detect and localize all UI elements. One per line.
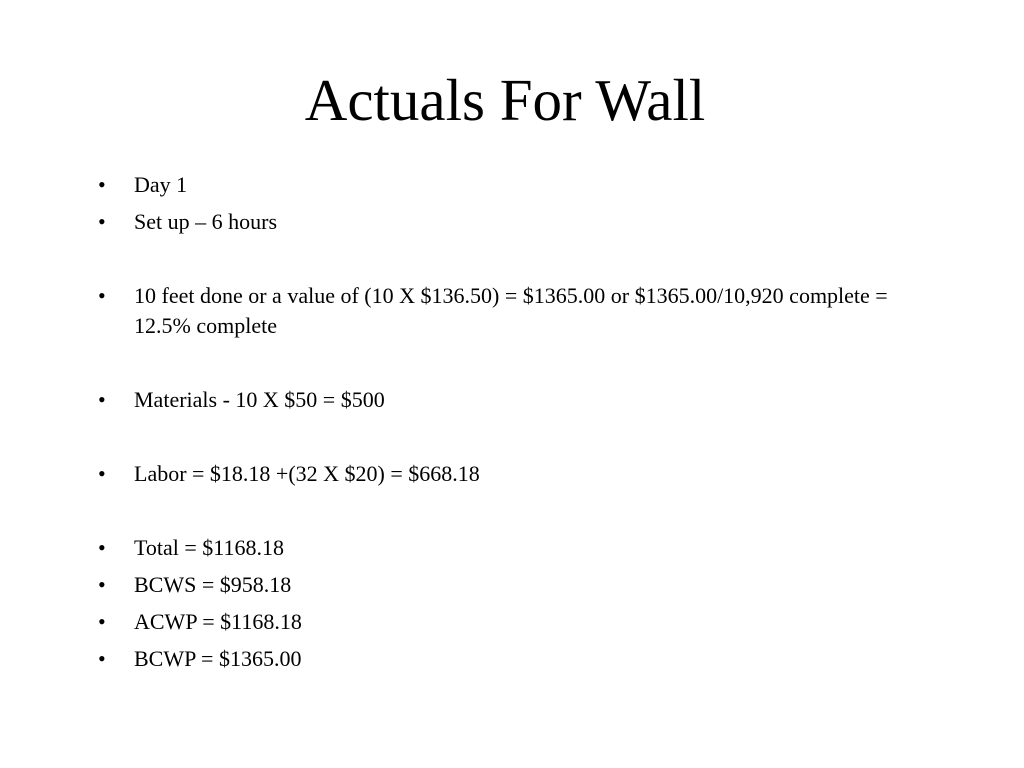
- bullet-item-total: [98, 533, 938, 563]
- bullet-item-bcws: [98, 570, 938, 600]
- bullet-dot-icon: •: [98, 461, 106, 486]
- bullet-text: Labor = $18.18 +(32 X $20) = $668.18: [134, 461, 480, 486]
- bullet-dot-icon: •: [98, 646, 106, 671]
- bullet-item-acwp: [98, 607, 938, 637]
- slide-title: Actuals For Wall: [304, 67, 706, 133]
- bullet-text: ACWP = $1168.18: [134, 609, 302, 634]
- bullet-dot-icon: •: [98, 283, 106, 308]
- bullet-dot-icon: •: [98, 572, 106, 597]
- bullet-dot-icon: •: [98, 172, 106, 197]
- bullet-item-progress: [98, 281, 938, 341]
- bullet-text: 10 feet done or a value of (10 X $136.50) = $1365.00 or $1365.00/10,920 complete = 12.5% complete: [134, 283, 888, 338]
- bullet-item-day: [98, 170, 938, 200]
- bullet-item-setup: [98, 207, 938, 237]
- bullet-item-bcwp: [98, 644, 938, 674]
- bullet-text: BCWP = $1365.00: [134, 646, 302, 671]
- bullet-text: Day 1: [134, 172, 188, 197]
- bullet-text: Total = $1168.18: [134, 535, 284, 560]
- bullet-text: Set up – 6 hours: [134, 209, 277, 234]
- bullet-dot-icon: •: [98, 535, 106, 560]
- bullet-item-materials: [98, 385, 938, 415]
- bullet-dot-icon: •: [98, 609, 106, 634]
- bullet-text: Materials - 10 X $50 = $500: [134, 387, 385, 412]
- bullet-item-labor: [98, 459, 938, 489]
- bullet-dot-icon: •: [98, 387, 106, 412]
- bullet-text: BCWS = $958.18: [134, 572, 292, 597]
- bullet-dot-icon: •: [98, 209, 106, 234]
- bullet-list: [98, 170, 938, 681]
